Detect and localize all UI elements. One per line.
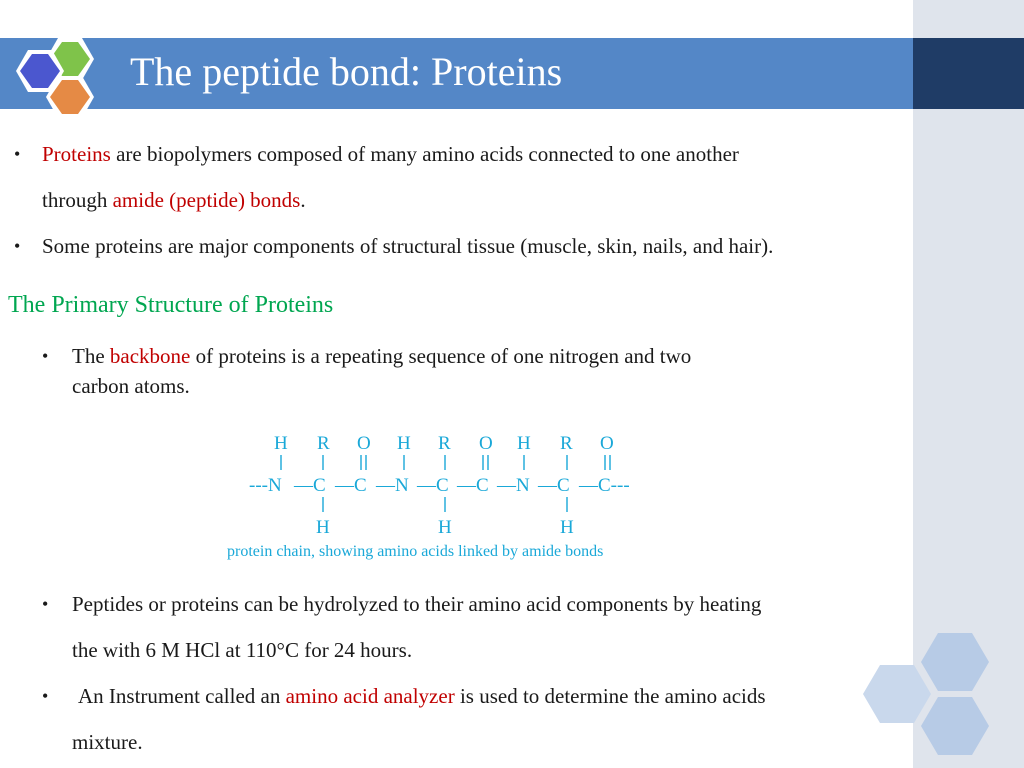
figure-caption: protein chain, showing amino acids linked by amide bonds bbox=[227, 543, 604, 560]
top-atom: H bbox=[397, 433, 411, 454]
term-proteins: Proteins bbox=[42, 142, 111, 166]
intro-bullet-1-pre: through bbox=[42, 188, 108, 212]
backbone-bullet-line-1 bbox=[72, 343, 691, 369]
top-atom: O bbox=[479, 433, 493, 454]
section-heading: The Primary Structure of Proteins bbox=[8, 292, 334, 318]
bullet-marker: • bbox=[42, 686, 49, 706]
bullet-marker: • bbox=[42, 594, 49, 614]
bottom-atom: H bbox=[316, 517, 330, 538]
hydrolysis-bullet-line-1: Peptides or proteins can be hydrolyzed to their amino acid components by heating bbox=[72, 592, 762, 616]
analyzer-bullet-text: is used to determine the amino acids bbox=[459, 684, 766, 708]
term-backbone: backbone bbox=[109, 344, 191, 368]
intro-bullet-1-text: are biopolymers composed of many amino acids connected to one another bbox=[116, 142, 739, 166]
chain-atom: —C bbox=[538, 475, 570, 496]
hydrolysis-bullet-line-2: the with 6 M HCl at 110°C for 24 hours. bbox=[72, 638, 413, 662]
chain-atom: —N bbox=[376, 475, 409, 496]
intro-bullet-1-line-1 bbox=[42, 141, 739, 167]
slide-title: The peptide bond: Proteins bbox=[130, 49, 563, 94]
analyzer-bullet-pre: An Instrument called an bbox=[78, 684, 281, 708]
chain-atom: ---N bbox=[249, 475, 282, 496]
chain-atom: —N bbox=[497, 475, 530, 496]
backbone-bullet-pre: The bbox=[72, 344, 105, 368]
bottom-atom: H bbox=[438, 517, 452, 538]
chain-atom: —C--- bbox=[579, 475, 630, 496]
top-atom: O bbox=[357, 433, 371, 454]
chain-atom: —C bbox=[457, 475, 489, 496]
intro-bullet-2: Some proteins are major components of structural tissue (muscle, skin, nails, and hair). bbox=[42, 234, 774, 258]
bottom-atom: H bbox=[560, 517, 574, 538]
intro-bullet-1-line-2 bbox=[42, 187, 306, 213]
chain-atom: —C bbox=[417, 475, 449, 496]
hexagon-pattern-icon bbox=[855, 625, 1024, 768]
top-atom: R bbox=[317, 433, 330, 454]
backbone-bullet-text: of proteins is a repeating sequence of one nitrogen and two bbox=[195, 344, 692, 368]
bullet-marker: • bbox=[42, 346, 49, 366]
analyzer-bullet-line-2: mixture. bbox=[72, 730, 143, 754]
top-atom: H bbox=[517, 433, 531, 454]
analyzer-bullet-line-1 bbox=[78, 683, 766, 709]
protein-chain-diagram bbox=[225, 425, 645, 540]
term-amide-bonds: amide (peptide) bonds bbox=[112, 188, 301, 212]
chain-atom: —C bbox=[335, 475, 367, 496]
backbone-bullet-line-2: carbon atoms. bbox=[72, 374, 190, 398]
top-atom: O bbox=[600, 433, 614, 454]
bullet-marker: • bbox=[14, 236, 21, 256]
top-atom: R bbox=[438, 433, 451, 454]
top-atom: H bbox=[274, 433, 288, 454]
chain-atom: —C bbox=[294, 475, 326, 496]
top-atom: R bbox=[560, 433, 573, 454]
hexagon-cluster-icon bbox=[10, 22, 120, 122]
term-amino-acid-analyzer: amino acid analyzer bbox=[285, 684, 455, 708]
title-bar-dark-end bbox=[913, 38, 1024, 109]
intro-bullet-1-post: . bbox=[300, 188, 306, 212]
bullet-marker: • bbox=[14, 144, 21, 164]
